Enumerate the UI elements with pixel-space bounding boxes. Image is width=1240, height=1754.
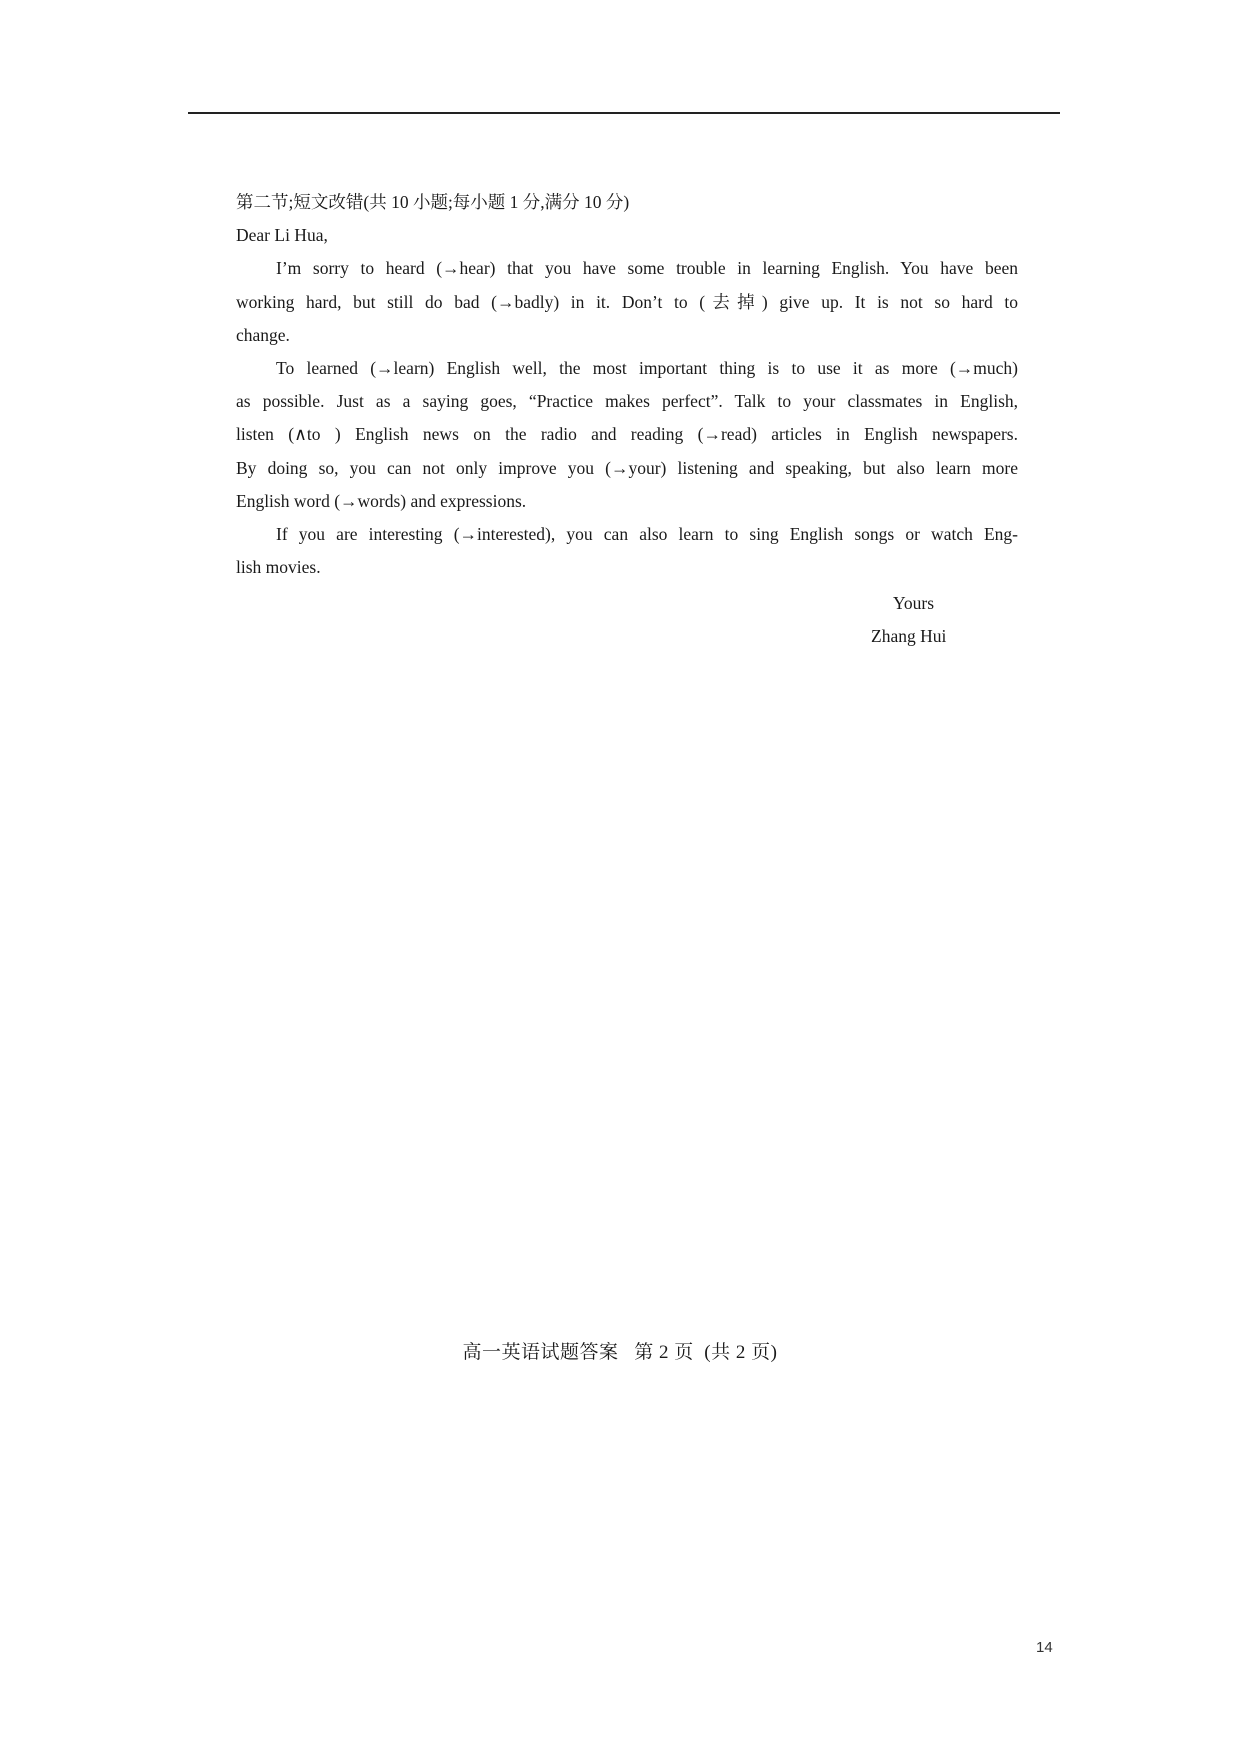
- paragraph-line: To learned (→learn) English well, the most important thing is to use it as more (→much): [276, 358, 1018, 379]
- paragraph-line: I’m sorry to heard (→hear) that you have some trouble in learning English. You have been: [276, 258, 1018, 279]
- letter-paragraph-1: [236, 252, 1018, 352]
- page-footer: 高一英语试题答案 第 2 页 (共 2 页): [462, 1342, 778, 1363]
- paragraph-line: By doing so, you can not only improve you (→your) listening and speaking, but also learn more: [236, 457, 1018, 478]
- paragraph-line: as possible. Just as a saying goes, “Practice makes perfect”. Talk to your classmates in English,: [236, 391, 1018, 412]
- header-rule: [188, 112, 1060, 114]
- paragraph-line: change.: [236, 324, 290, 345]
- paragraph-line: If you are interesting (→interested), you can also learn to sing English songs or watch Eng-: [276, 524, 1018, 545]
- letter-closing: Yours: [893, 593, 935, 613]
- letter-salutation: Dear Li Hua,: [236, 225, 328, 246]
- letter-signature: Zhang Hui: [871, 626, 947, 646]
- section-heading: 第二节;短文改错(共 10 小题;每小题 1 分,满分 10 分): [236, 192, 630, 212]
- paragraph-line: working hard, but still do bad (→badly) in it. Don’t to (去掉) give up. It is not so hard to: [236, 291, 1018, 312]
- page-number: 14: [1036, 1639, 1053, 1656]
- letter-paragraph-3: [236, 518, 1018, 584]
- paragraph-line: English word (→words) and expressions.: [236, 490, 527, 511]
- paragraph-line: listen (∧to ) English news on the radio and reading (→read) articles in English newspapers.: [236, 424, 1018, 445]
- paragraph-line: lish movies.: [236, 557, 321, 578]
- answer-content: [236, 186, 1018, 584]
- letter-paragraph-2: [236, 352, 1018, 518]
- letter-signoff: [830, 587, 1030, 653]
